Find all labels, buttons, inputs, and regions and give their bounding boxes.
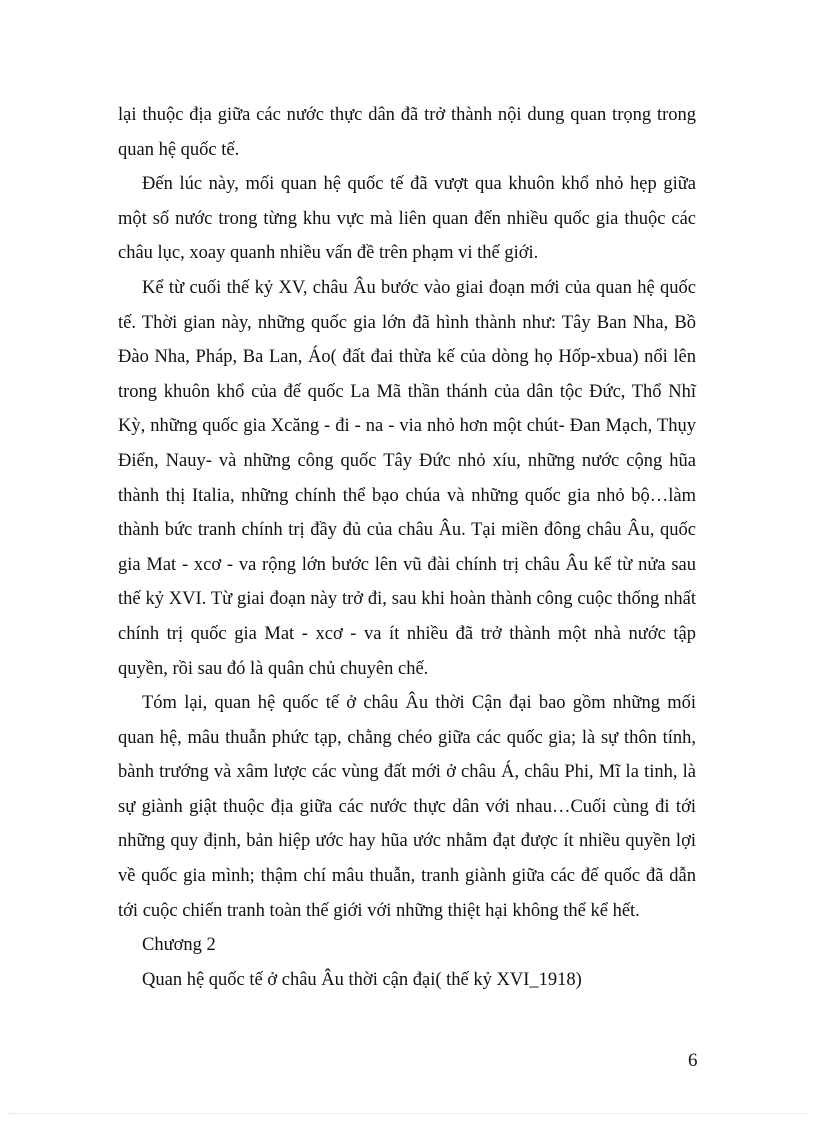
paragraph-summary: Tóm lại, quan hệ quốc tế ở châu Âu thời Cận đại bao gồm những mối quan hệ, mâu thuẫn phức tạp, chằng chéo giữa các quốc gia; là sự thôn tính, bành trướng và xâm lược các vùng đất mới ở châu Á, châu Phi, Mĩ la tinh, là sự giành giật thuộc địa giữa các nước thực dân với nhau…Cuối cùng đi tới những quy định, bản hiệp ước hay hũa ước nhằm đạt được ít nhiều quyền lợi về quốc gia mình; thậm chí mâu thuẫn, tranh giành giữa các đế quốc đã dẫn tới cuộc chiến tranh toàn thế giới với những thiệt hại không thể kể hết. [118,693,696,921]
page-bottom-divider [8,1113,808,1114]
chapter-title: Quan hệ quốc tế ở châu Âu thời cận đại( thế kỷ XVI_1918) [142,969,582,990]
page-number: 6 [688,1050,698,1071]
paragraph-continuation: lại thuộc địa giữa các nước thực dân đã trở thành nội dung quan trọng trong quan hệ quốc tế. [118,105,696,160]
chapter-label: Chương 2 [142,935,216,956]
paragraph-late-15th-century: Kể từ cuối thế kỷ XV, châu Âu bước vào giai đoạn mới của quan hệ quốc tế. Thời gian này, những quốc gia lớn đã hình thành như: Tây Ban Nha, Bồ Đào Nha, Pháp, Ba Lan, Áo( đất đai thừa kế của dòng họ Hốp-xbua) nổi lên trong khuôn khổ của đế quốc La Mã thần thánh của dân tộc Đức, Thổ Nhĩ Kỳ, những quốc gia Xcăng - đi - na - via nhỏ hơn một chút- Đan Mạch, Thụy Điển, Nauy- và những công quốc Tây Đức nhỏ xíu, những nước cộng hũa thành thị Italia, những chính thể bạo chúa và những quốc gia nhỏ bộ…làm thành bức tranh chính trị đầy đủ của châu Âu. Tại miền đông châu Âu, quốc gia Mat - xcơ - va rộng lớn bước lên vũ đài chính trị châu Âu kể từ nửa sau thế kỷ XVI. Từ giai đoạn này trở đi, sau khi hoàn thành công cuộc thống nhất chính trị quốc gia Mat - xcơ - va ít nhiều đã trở thành một nhà nước tập quyền, rồi sau đó là quân chủ chuyên chế. [118,277,696,679]
paragraph-international-relations-scope: Đến lúc này, mối quan hệ quốc tế đã vượt qua khuôn khổ nhỏ hẹp giữa một số nước trong từng khu vực mà liên quan đến nhiều quốc gia thuộc các châu lục, xoay quanh nhiều vấn đề trên phạm vi thế giới. [118,174,696,264]
document-body [118,98,696,997]
